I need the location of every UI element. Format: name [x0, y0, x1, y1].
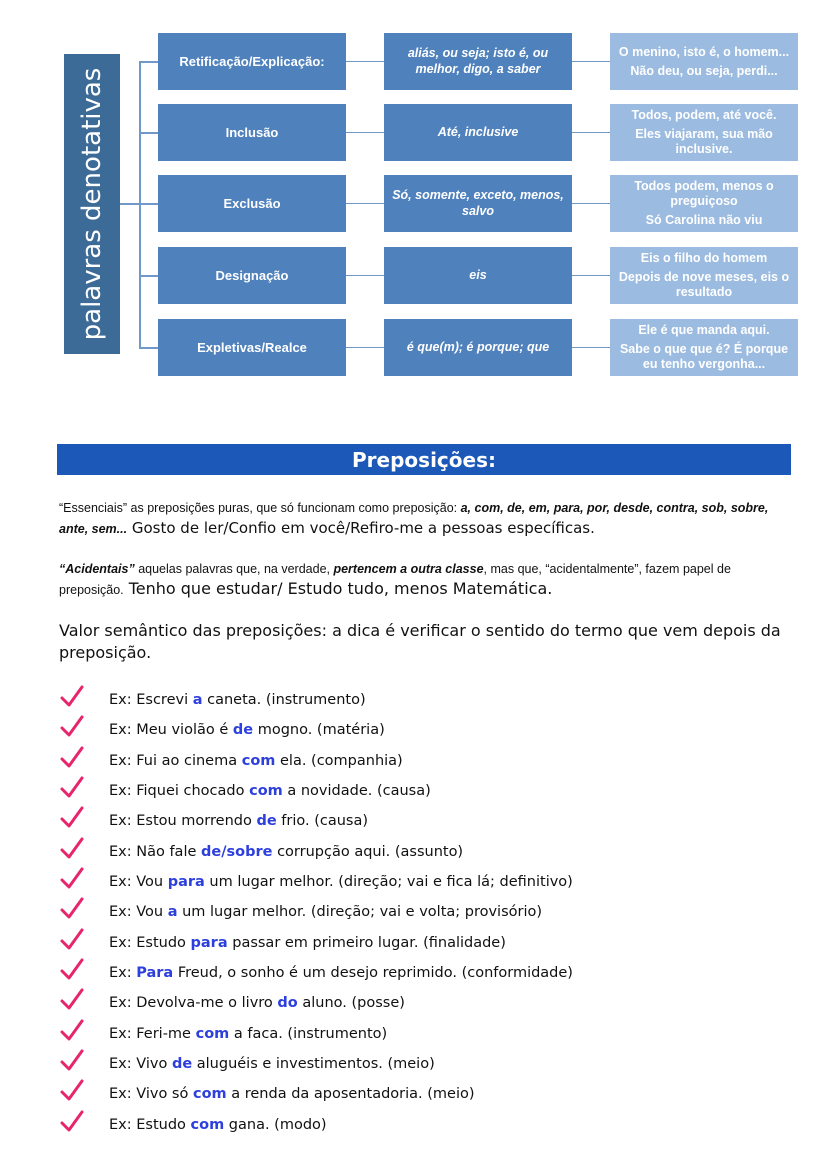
- example-after: frio. (causa): [276, 813, 369, 830]
- example-after: ela. (companhia): [275, 752, 403, 769]
- words-inclusao: Até, inclusive: [384, 104, 572, 161]
- example-after: Freud, o sonho é um desejo reprimido. (conformidade): [173, 965, 573, 982]
- acidentais-text1: aquelas palavras que, na verdade,: [134, 562, 334, 576]
- example-text: Todos, podem, até você.: [631, 108, 777, 122]
- example-text: Ele é que manda aqui.: [638, 323, 770, 337]
- list-item: [60, 1052, 800, 1082]
- words-designacao: eis: [384, 247, 572, 304]
- connector-words-ex-4: [572, 275, 610, 276]
- example-after: um lugar melhor. (direção; vai e volta; provisório): [177, 904, 543, 921]
- example-preposition: de/sobre: [201, 843, 273, 860]
- example-after: passar em primeiro lugar. (finalidade): [227, 934, 506, 951]
- example-text: Não deu, ou seja, perdi...: [630, 63, 778, 78]
- example-before: Ex: Fui ao cinema: [109, 752, 242, 769]
- list-item: [60, 991, 800, 1021]
- checkmark-icon: [60, 1019, 84, 1043]
- examples-designacao: [610, 247, 798, 304]
- connector-branch-4: [139, 275, 158, 277]
- checkmark-icon: [60, 715, 84, 739]
- connector-cat-words-5: [346, 347, 384, 348]
- diagram-title-box: [64, 54, 120, 354]
- example-before: Ex: Estudo: [109, 1116, 191, 1133]
- example-preposition: para: [190, 934, 228, 951]
- example-after: a faca. (instrumento): [229, 1025, 388, 1042]
- example-preposition: de: [171, 1056, 193, 1073]
- example-preposition: para: [167, 874, 205, 891]
- example-preposition: com: [249, 783, 283, 800]
- section-title: Preposições:: [352, 447, 496, 472]
- connector-cat-words-1: [346, 61, 384, 62]
- example-preposition: de: [256, 813, 277, 830]
- denotative-words-diagram: [0, 0, 828, 400]
- acidentais-quote: “Acidentais”: [59, 562, 135, 576]
- example-after: aluguéis e investimentos. (meio): [192, 1056, 435, 1073]
- examples-list: [60, 688, 800, 1143]
- connector-branch-5: [139, 347, 158, 349]
- category-exclusao: Exclusão: [158, 175, 346, 232]
- checkmark-icon: [60, 746, 84, 770]
- connector-branch-3: [139, 203, 158, 205]
- checkmark-icon: [60, 1049, 84, 1073]
- example-before: Ex: Fiquei chocado: [109, 783, 250, 800]
- example-preposition: do: [277, 995, 298, 1012]
- category-inclusao: Inclusão: [158, 104, 346, 161]
- example-preposition: com: [195, 1025, 230, 1042]
- checkmark-icon: [60, 958, 84, 982]
- essenciais-text: as preposições puras, que só funcionam como preposição:: [127, 501, 461, 515]
- checkmark-icon: [60, 867, 84, 891]
- acidentais-example: Tenho que estudar/ Estudo tudo, menos Matemática.: [123, 579, 553, 598]
- essenciais-paragraph: [59, 497, 794, 539]
- example-before: Ex: Vou: [109, 904, 168, 921]
- example-text: Todos podem, menos o preguiçoso: [634, 179, 774, 208]
- connector-trunk: [120, 203, 140, 205]
- example-before: Ex: Escrevi: [109, 692, 193, 708]
- essenciais-example: Gosto de ler/Confio em você/Refiro-me a pessoas específicas.: [127, 519, 595, 537]
- diagram-title: palavras denotativas: [77, 67, 107, 341]
- example-before: Ex: Devolva-me o livro: [109, 995, 278, 1012]
- example-text: Sabe o que que é? É porque eu tenho vergonha...: [619, 342, 789, 371]
- words-expletivas: é que(m); é porque; que: [384, 319, 572, 376]
- example-before: Ex: Estudo: [109, 934, 191, 951]
- example-text: O menino, isto é, o homem...: [618, 44, 790, 59]
- example-before: Ex: Meu violão é: [109, 722, 233, 739]
- connector-words-ex-2: [572, 132, 610, 133]
- example-before: Ex: Não fale: [109, 843, 201, 860]
- list-item: [60, 870, 800, 900]
- example-after: aluno. (posse): [297, 995, 405, 1012]
- example-preposition: com: [241, 752, 276, 769]
- example-before: Ex: Vivo: [109, 1056, 172, 1073]
- connector-cat-words-4: [346, 275, 384, 276]
- checkmark-icon: [60, 837, 84, 861]
- checkmark-icon: [60, 1110, 84, 1134]
- checkmark-icon: [60, 685, 84, 709]
- example-after: a novidade. (causa): [282, 783, 431, 800]
- list-item: [60, 718, 800, 748]
- example-before: Ex:: [109, 965, 137, 982]
- example-preposition: com: [190, 1116, 225, 1133]
- checkmark-icon: [60, 776, 84, 800]
- examples-exclusao: [610, 175, 798, 232]
- example-after: mogno. (matéria): [253, 722, 385, 739]
- example-before: Ex: Vivo só: [109, 1086, 193, 1103]
- list-item: [60, 1113, 800, 1143]
- list-item: [60, 1022, 800, 1052]
- section-banner: [57, 444, 791, 475]
- example-text: Eles viajaram, sua mão inclusive.: [635, 127, 773, 156]
- category-expletivas: Expletivas/Realce: [158, 319, 346, 376]
- example-text: Só Carolina não viu: [645, 213, 763, 227]
- example-after: gana. (modo): [224, 1116, 327, 1133]
- example-preposition: a: [167, 904, 178, 921]
- example-text: Eis o filho do homem: [640, 251, 768, 265]
- example-text: Depois de nove meses, eis o resultado: [618, 270, 790, 299]
- acidentais-emphasis: pertencem a outra classe: [333, 562, 484, 576]
- checkmark-icon: [60, 928, 84, 952]
- example-preposition: a: [192, 692, 203, 708]
- example-preposition: com: [192, 1086, 227, 1103]
- acidentais-paragraph: [59, 558, 794, 600]
- examples-expletivas: [610, 319, 798, 376]
- example-after: corrupção aqui. (assunto): [272, 843, 464, 860]
- example-before: Ex: Estou morrendo: [109, 813, 257, 830]
- example-preposition: Para: [136, 965, 174, 982]
- connector-cat-words-2: [346, 132, 384, 133]
- example-preposition: de: [232, 722, 254, 739]
- examples-inclusao: [610, 104, 798, 161]
- connector-branch-2: [139, 132, 158, 134]
- checkmark-icon: [60, 806, 84, 830]
- essenciais-quote: “Essenciais”: [59, 501, 128, 515]
- examples-retificacao: [610, 33, 798, 90]
- list-item: [60, 688, 800, 718]
- example-after: um lugar melhor. (direção; vai e fica lá; definitivo): [204, 874, 573, 891]
- list-item: [60, 779, 800, 809]
- list-item: [60, 840, 800, 870]
- list-item: [60, 1082, 800, 1112]
- category-retificacao: Retificação/Explicação:: [158, 33, 346, 90]
- connector-words-ex-5: [572, 347, 610, 348]
- semantic-intro: Valor semântico das preposições: a dica é verificar o sentido do termo que vem depois da preposição.: [59, 621, 781, 662]
- connector-branch-1: [139, 61, 158, 63]
- list-item: [60, 931, 800, 961]
- checkmark-icon: [60, 897, 84, 921]
- example-after: a renda da aposentadoria. (meio): [226, 1086, 475, 1103]
- list-item: [60, 749, 800, 779]
- category-designacao: Designação: [158, 247, 346, 304]
- example-after: caneta. (instrumento): [202, 692, 366, 708]
- example-before: Ex: Vou: [109, 874, 168, 891]
- essenciais-list: a, com, de, em, para, por, desde, contra, sob, sobre, ante, sem...: [59, 501, 769, 536]
- checkmark-icon: [60, 1079, 84, 1103]
- list-item: [60, 900, 800, 930]
- example-before: Ex: Feri-me: [109, 1025, 196, 1042]
- connector-words-ex-3: [572, 203, 610, 204]
- connector-cat-words-3: [346, 203, 384, 204]
- words-retificacao: aliás, ou seja; isto é, ou melhor, digo, a saber: [384, 33, 572, 90]
- connector-words-ex-1: [572, 61, 610, 62]
- words-exclusao: Só, somente, exceto, menos, salvo: [384, 175, 572, 232]
- list-item: [60, 809, 800, 839]
- checkmark-icon: [60, 988, 84, 1012]
- list-item: [60, 961, 800, 991]
- acidentais-text2: , mas que, “acidentalmente”, fazem papel de preposição.: [59, 562, 731, 597]
